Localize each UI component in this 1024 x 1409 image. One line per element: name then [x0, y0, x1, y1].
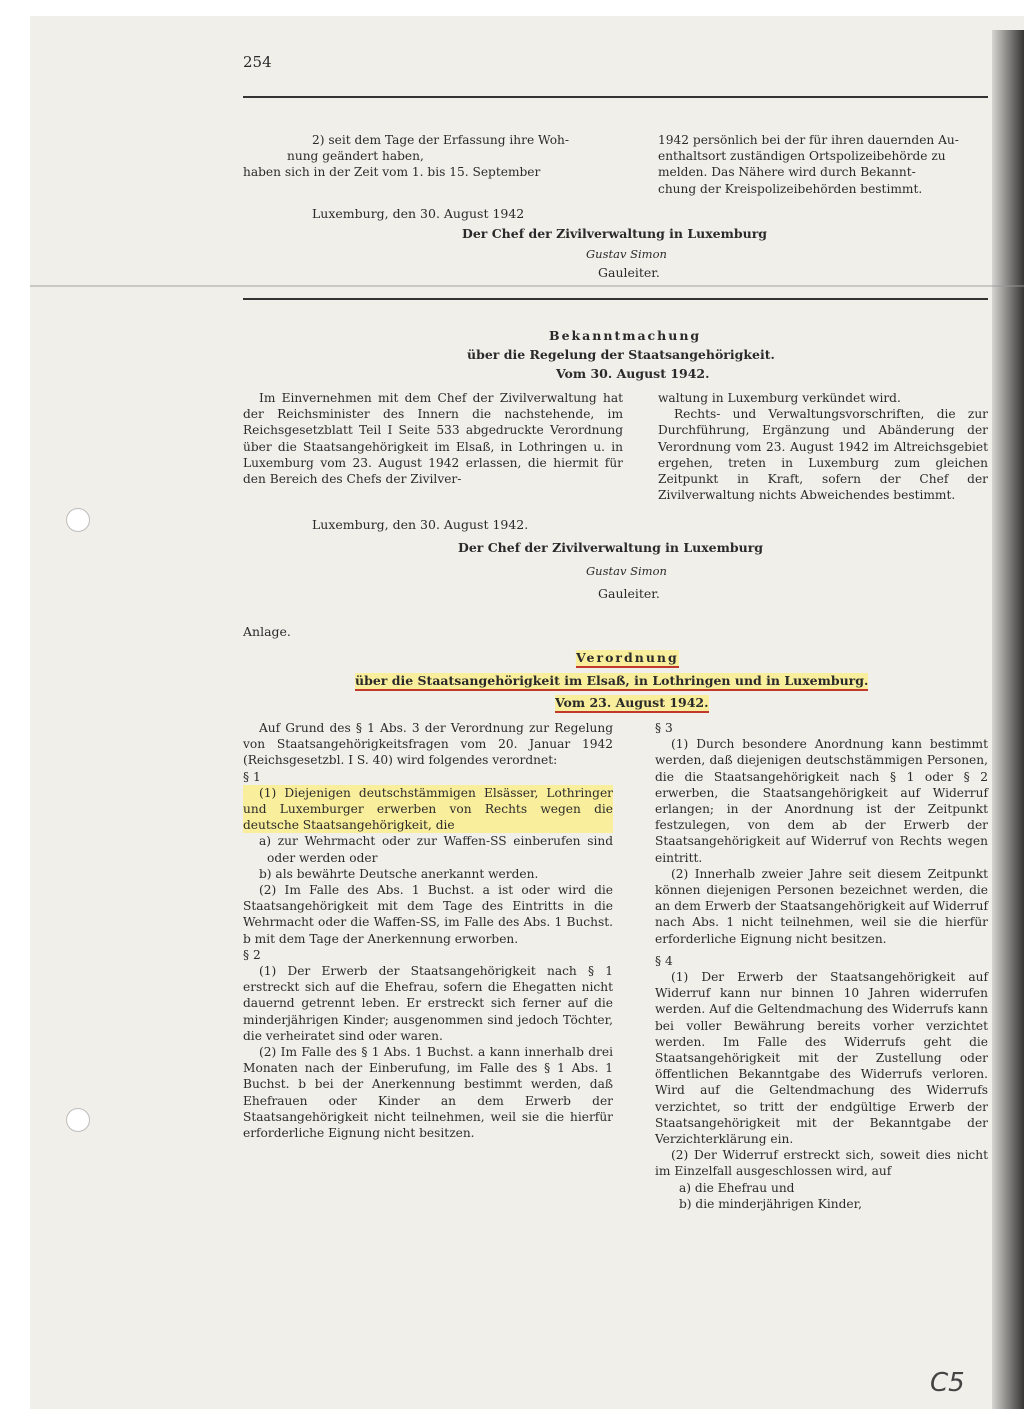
- top-signer-rank: Gauleiter.: [598, 265, 660, 280]
- scan-shadow-edge: [992, 30, 1024, 1409]
- section-4-item-a: a) die Ehefrau und: [679, 1180, 795, 1195]
- punch-hole-top: [66, 508, 90, 532]
- section-1-item-b: b) als bewährte Deutsche anerkannt werden.: [259, 866, 539, 881]
- section-2-paragraph-2: (2) Im Falle des § 1 Abs. 1 Buchst. a kann innerhalb drei Monaten nach der Einberufung, im Falle des § 1 Abs. 1 Buchst. b bei der Anerkennung bestimmt werden, daß Ehefrauen oder Kinder an dem Erwerb der Staatsangehörigkeit nicht teilnehmen, weil sie die hierfür erforderliche Eignung nicht besitzen.: [243, 1045, 613, 1141]
- section-2-title: § 2: [243, 947, 261, 962]
- bekanntmachung-left-text: [243, 390, 623, 487]
- punch-hole-bottom: [66, 1108, 90, 1132]
- top-left-line-3: haben sich in der Zeit vom 1. bis 15. September: [243, 165, 541, 180]
- section-3-paragraph-2: (2) Innerhalb zweier Jahre seit diesem Zeitpunkt können diejenigen Personen bezeichnet werden, die an dem Erwerb der Staatsangehörigkeit auf Widerruf nach Abs. 1 nicht teilnehmen, weil sie die hierfür erforderliche Eignung nicht besitzen.: [655, 866, 988, 946]
- right-column: [655, 720, 988, 1212]
- section-3-paragraph-1: (1) Durch besondere Anordnung kann bestimmt werden, daß diejenigen deutschstämmigen Personen, die die Staatsangehörigkeit nach § 1 oder § 2 erwerben, die Staatsangehörigkeit auf Widerruf erlangen; in der Anordnung ist der Zeitpunkt festzulegen, von dem ab der Erwerb der Staatsangehörigkeit auf Widerruf von Rechts wegen eintritt.: [655, 737, 988, 865]
- bekanntmachung-right-text: [658, 390, 988, 503]
- bekanntmachung-signer-name: Gustav Simon: [586, 564, 667, 578]
- bekanntmachung-heading: Bekanntmachung: [549, 328, 702, 343]
- section-4-paragraph-2: (2) Der Widerruf erstreckt sich, soweit dies nicht im Einzelfall ausgeschlossen wird, auf: [655, 1148, 988, 1179]
- anlage-label: Anlage.: [243, 624, 291, 639]
- section-1-item-a: a) zur Wehrmacht oder zur Waffen-SS einberufen sind oder werden oder: [259, 834, 613, 865]
- bekanntmachung-place-date: Luxemburg, den 30. August 1942.: [312, 517, 529, 532]
- section-1-title: § 1: [243, 769, 261, 784]
- handwritten-margin-note: C5: [930, 1368, 965, 1398]
- section-1-paragraph-2: (2) Im Falle des Abs. 1 Buchst. a ist oder wird die Staatsangehörigkeit mit dem Tage des Eintritts in die Wehrmacht oder die Waffen-SS, im Falle des Abs. 1 Buchst. b mit dem Tage der Anerkennung erworben.: [243, 883, 613, 946]
- top-left-line-1: 2) seit dem Tage der Erfassung ihre Woh-: [311, 133, 570, 147]
- verordnung-heading: Verordnung: [576, 650, 679, 668]
- top-left-text: [243, 132, 618, 181]
- top-right-line-1: 1942 persönlich bei der für ihren dauernden Au-: [658, 133, 959, 147]
- top-place-date: Luxemburg, den 30. August 1942: [312, 206, 525, 221]
- bekanntmachung-date: Vom 30. August 1942.: [556, 366, 710, 381]
- bekanntmachung-signer-rank: Gauleiter.: [598, 586, 660, 601]
- top-right-line-4: chung der Kreispolizeibehörden bestimmt.: [658, 181, 923, 196]
- preamble-paragraph: Auf Grund des § 1 Abs. 3 der Verordnung zur Regelung von Staatsangehörigkeitsfragen vom 20. Januar 1942 (Reichsgesetzbl. I S. 40) wird folgendes verordnet:: [243, 721, 613, 768]
- header-rule: [243, 96, 988, 98]
- section-3-title: § 3: [655, 721, 673, 735]
- page-number: 254: [243, 53, 272, 71]
- bekanntmachung-signer-title: Der Chef der Zivilverwaltung in Luxemburg: [458, 540, 764, 555]
- bekanntmachung-right-paragraph-1: waltung in Luxemburg verkündet wird.: [658, 391, 901, 405]
- section-rule: [243, 298, 988, 300]
- verordnung-subheading: über die Staatsangehörigkeit im Elsaß, in Lothringen und in Luxemburg.: [355, 673, 868, 691]
- bekanntmachung-left-paragraph: Im Einvernehmen mit dem Chef der Zivilverwaltung hat der Reichsminister des Innern die nachstehende, im Reichsgesetzblatt Teil I Seite 533 abgedruckte Verordnung über die Staatsangehörigkeit im Elsaß, in Lothringen u. in Luxemburg vom 23. August 1942 erlassen, die hiermit für den Bereich des Chefs der Zivilver-: [243, 391, 623, 487]
- top-right-line-3: melden. Das Nähere wird durch Bekannt-: [658, 165, 916, 180]
- bekanntmachung-subheading: über die Regelung der Staatsangehörigkeit.: [467, 347, 775, 362]
- page-fold-line: [30, 285, 1024, 287]
- top-right-line-2: enthaltsort zuständigen Ortspolizeibehörde zu: [658, 149, 946, 164]
- top-signer-title: Der Chef der Zivilverwaltung in Luxemburg: [462, 226, 768, 241]
- section-4-paragraph-1: (1) Der Erwerb der Staatsangehörigkeit auf Widerruf kann nur binnen 10 Jahren widerrufen werden. Auf die Geltendmachung des Widerrufs kann bei voller Bewährung bereits vorher verzichtet werden. Im Falle des Widerrufs geht die Staatsangehörigkeit mit der Zustellung oder öffentlichen Bekanntgabe des Widerrufs verloren. Wird auf die Geltendmachung des Widerrufs verzichtet, so tritt der endgültige Erwerb der Staatsangehörigkeit mit der Bekanntgabe der Verzichterklärung ein.: [655, 970, 988, 1147]
- top-right-text: [658, 132, 988, 197]
- section-2-paragraph-1: (1) Der Erwerb der Staatsangehörigkeit nach § 1 erstreckt sich auf die Ehefrau, sofern die Ehegatten nicht dauernd getrennt leben. Er erstreckt sich ferner auf die minderjährigen Kinder; ausgenommen sind jedoch Töchter, die verheiratet sind oder waren.: [243, 964, 613, 1043]
- section-4-title: § 4: [655, 953, 673, 968]
- section-1-paragraph-1: (1) Diejenigen deutschstämmigen Elsässer, Lothringer und Luxemburger erwerben von Rechts wegen die deutsche Staatsangehörigkeit, die: [243, 785, 613, 833]
- top-signer-name: Gustav Simon: [586, 247, 667, 261]
- verordnung-date: Vom 23. August 1942.: [555, 695, 709, 713]
- top-left-line-2: nung geändert haben,: [287, 149, 424, 164]
- left-column: [243, 720, 613, 1141]
- section-4-item-b: b) die minderjährigen Kinder,: [679, 1196, 862, 1211]
- bekanntmachung-right-paragraph-2: Rechts- und Verwaltungsvorschriften, die zur Durchführung, Ergänzung und Abänderung der Verordnung vom 23. August 1942 im Altreichsgebiet ergehen, treten in Luxemburg zum gleichen Zeitpunkt in Kraft, sofern der Chef der Zivilverwaltung nichts Abweichendes bestimmt.: [658, 407, 988, 503]
